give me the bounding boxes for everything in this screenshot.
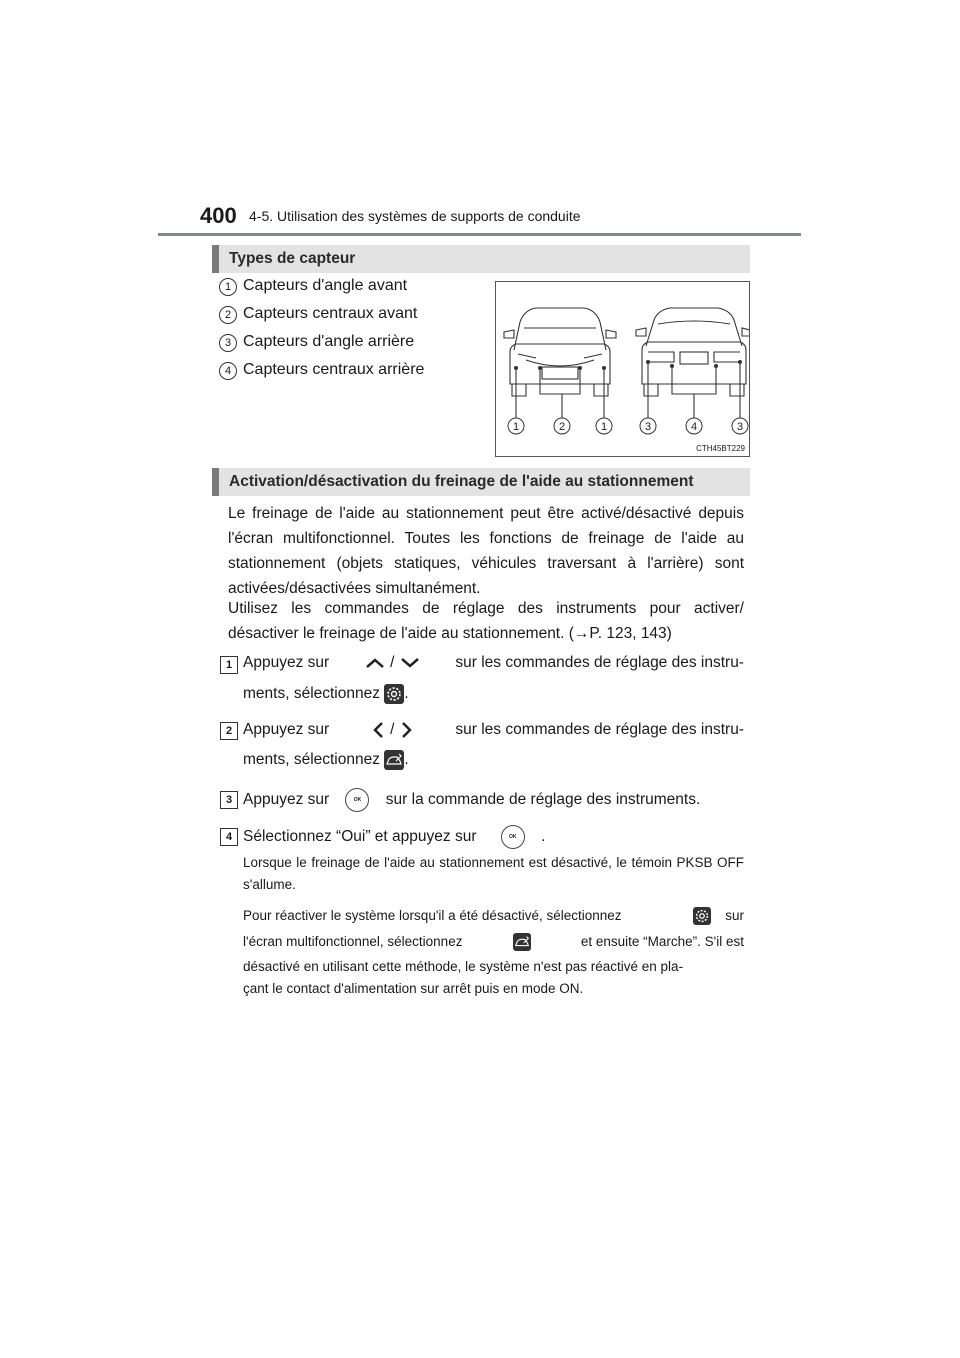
item-number-1: 1 (219, 278, 237, 296)
note-reactivate-line-1 (243, 904, 744, 928)
step-1-line-2 (243, 684, 409, 704)
callout-3a: 3 (644, 421, 652, 433)
step-number-4: 4 (220, 828, 238, 846)
step-3-text-a: Appuyez sur (243, 791, 330, 809)
ok-button-icon: OK (345, 788, 369, 812)
step-1-line-1 (243, 654, 744, 672)
chapter-title: 4-5. Utilisation des systèmes de supports de conduite (249, 208, 581, 224)
step-1-text-c: ments, sélectionnez (243, 685, 380, 703)
sensor-item-rear-corner: Capteurs d'angle arrière (243, 333, 415, 350)
note-reactivate-text-d: et ensuite “Marche”. S'il est (580, 934, 744, 949)
note-reactivate-text-a: Pour réactiver le système lorsqu'il a été désactivé, sélectionnez (243, 908, 622, 923)
note-reactivate-line-2 (243, 928, 744, 956)
intro-paragraph: Le freinage de l'aide au stationnement peut être activé/désactivé depuis l'écran multifonctionnel. Toutes les fonctions de freinage de l'aide au stationnement (objets statiques, véhicules traversant à l'arrière) sont activées/désactivées simultanément. (228, 505, 744, 597)
callout-2: 2 (558, 421, 566, 433)
step-2-text-a: Appuyez sur (243, 721, 330, 738)
sensor-item-front-center: Capteurs centraux avant (243, 305, 418, 322)
sensor-location-figure (495, 281, 750, 457)
step-2-line-1 (243, 720, 744, 740)
ok-button-icon: OK (501, 825, 525, 849)
instruction-paragraph: Utilisez les commandes de réglage des instruments pour activer/ désactiver le freinage de l'aide au stationnement. (→P. 123, 143) (228, 600, 744, 642)
car-illustration (496, 282, 749, 456)
step-3-text-b: sur la commande de réglage des instruments. (385, 791, 701, 809)
step-1-text-b: sur les commandes de réglage des instru- (455, 654, 744, 671)
step-3-line (243, 788, 700, 812)
step-2-text-b: sur les commandes de réglage des instru- (455, 721, 744, 738)
step-2-end: . (404, 751, 409, 769)
vehicle-settings-icon (384, 750, 404, 770)
step-2-separator: / (390, 721, 395, 739)
figure-code: CTH45BT229 (696, 444, 745, 453)
page-number: 400 (200, 203, 237, 228)
step-number-2: 2 (220, 722, 238, 740)
note-reactivate-text-f: çant le contact d'alimentation sur arrêt puis en mode ON. (243, 981, 584, 996)
step-2-text-c: ments, sélectionnez (243, 751, 380, 769)
note-reactivate-text-b: sur (725, 908, 744, 923)
item-number-2: 2 (219, 306, 237, 324)
note-reactivate-text-e: désactivé en utilisant cette méthode, le système n'est pas réactivé en pla- (243, 959, 684, 974)
step-1-end: . (404, 685, 409, 703)
sensor-item-front-corner: Capteurs d'angle avant (243, 277, 408, 294)
sensor-item-rear-center: Capteurs centraux arrière (243, 361, 425, 378)
callout-1a: 1 (512, 421, 520, 433)
settings-gear-icon (693, 907, 711, 925)
item-number-3: 3 (219, 334, 237, 352)
chevron-down-icon (399, 656, 421, 670)
step-2-line-2 (243, 750, 409, 770)
chevron-left-icon (370, 720, 386, 740)
section-title-sensor-types: Types de capteur (212, 245, 750, 273)
step-4-text-a: Sélectionnez “Oui” et appuyez sur (243, 828, 477, 846)
step-number-1: 1 (220, 656, 238, 674)
chevron-up-icon (364, 656, 386, 670)
section-title-activation: Activation/désactivation du freinage de l'aide au stationnement (212, 468, 750, 496)
step-1-text-a: Appuyez sur (243, 654, 330, 671)
callout-1b: 1 (600, 421, 608, 433)
note-pksb-off: Lorsque le freinage de l'aide au stationnement est désactivé, le témoin PKSB OFF s'allume. (243, 855, 744, 892)
step-4-line (243, 825, 545, 849)
callout-3b: 3 (736, 421, 744, 433)
chevron-right-icon (399, 720, 415, 740)
callout-4: 4 (690, 421, 698, 433)
step-1-separator: / (390, 654, 395, 671)
settings-gear-icon (384, 684, 404, 704)
step-number-3: 3 (220, 791, 238, 809)
header-rule (158, 233, 801, 236)
vehicle-settings-icon (513, 933, 531, 951)
item-number-4: 4 (219, 362, 237, 380)
note-reactivate (243, 904, 744, 1000)
note-reactivate-text-c: l'écran multifonctionnel, sélectionnez (243, 934, 463, 949)
step-4-end: . (541, 828, 546, 846)
